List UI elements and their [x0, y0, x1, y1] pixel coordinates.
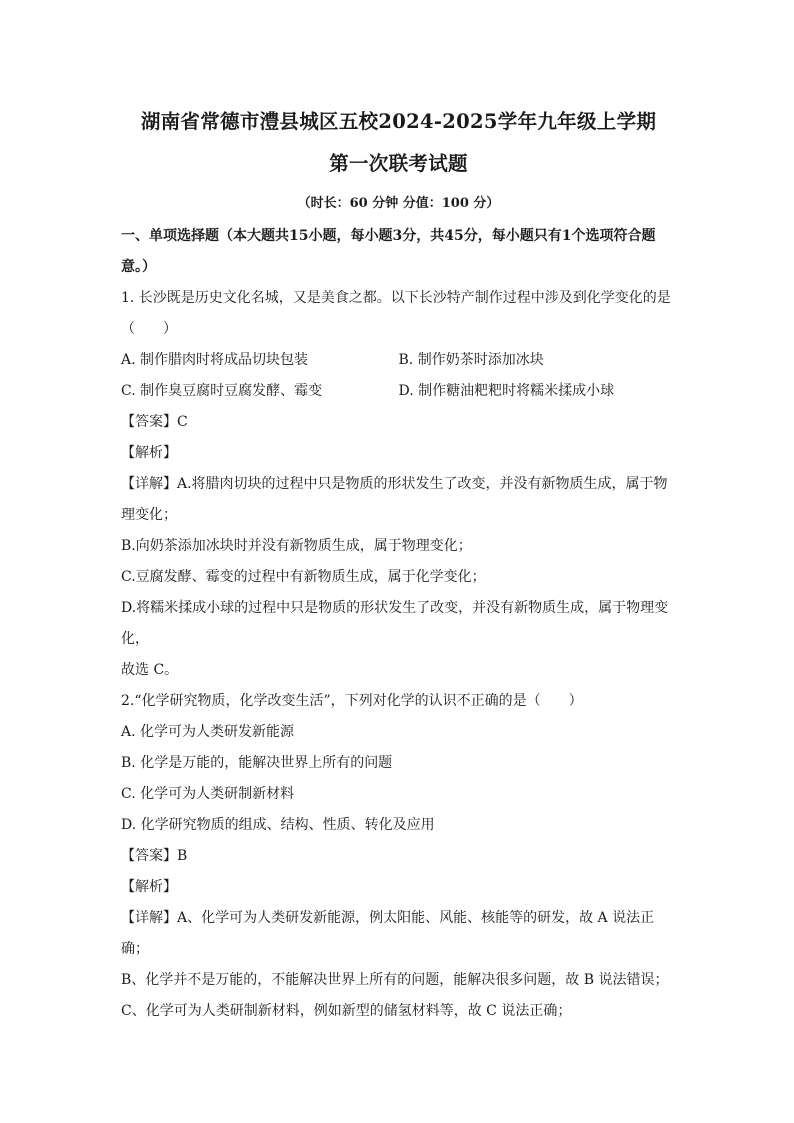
q1-answer: 【答案】C: [121, 414, 188, 430]
q1-conclusion: 故选 C。: [121, 662, 179, 678]
q2-option-a: A. 化学可为人类研发新能源: [121, 724, 295, 740]
q1-detail-d-line-2: 化，: [121, 631, 149, 647]
q2-option-b: B. 化学是万能的，能解决世界上所有的问题: [121, 755, 393, 771]
q2-option-d: D. 化学研究物质的组成、结构、性质、转化及应用: [121, 817, 435, 833]
q1-option-a: A. 制作腊肉时将成品切块包装: [121, 352, 309, 368]
q1-detail-line-2: 理变化；: [121, 507, 177, 523]
title-line-1: 湖南省常德市澧县城区五校2024-2025学年九年级上学期: [140, 110, 657, 133]
q1-option-b: B. 制作奶茶时添加冰块: [398, 352, 544, 368]
title-line-2: 第一次联考试题: [329, 152, 468, 175]
q1-detail-c: C.豆腐发酵、霉变的过程中有新物质生成，属于化学变化；: [121, 569, 486, 585]
q2-detail-c: C、化学可为人类研制新材料，例如新型的储氢材料等，故 C 说法正确；: [121, 1003, 572, 1019]
q2-option-c: C. 化学可为人类研制新材料: [121, 786, 295, 802]
q1-stem-line-1: 1. 长沙既是历史文化名城，又是美食之都。以下长沙特产制作过程中涉及到化学变化的是: [121, 290, 671, 306]
q1-option-d: D. 制作糖油粑粑时将糯米揉成小球: [398, 383, 615, 399]
q2-detail-b: B、化学并不是万能的，不能解决世界上所有的问题，能解决很多问题，故 B 说法错误；: [121, 972, 669, 988]
q1-option-c: C. 制作臭豆腐时豆腐发酵、霉变: [121, 383, 323, 399]
section-heading: [121, 221, 676, 283]
q2-stem: 2.“化学研究物质，化学改变生活”，下列对化学的认识不正确的是（ ）: [121, 693, 583, 709]
section-heading-line-1: 一、单项选择题（本大题共15小题，每小题3分，共45分，每小题只有1个选项符合题: [121, 228, 656, 244]
q1-detail-line-1: 【详解】A.将腊肉切块的过程中只是物质的形状发生了改变，并没有新物质生成，属于物: [121, 476, 668, 492]
q1-analysis-label: 【解析】: [121, 445, 177, 461]
q1-options-row-1: [121, 345, 676, 376]
q2-analysis-label: 【解析】: [121, 879, 177, 895]
q2-detail-line-2: 确；: [121, 941, 149, 957]
q1-detail-d-line-1: D.将糯米揉成小球的过程中只是物质的形状发生了改变，并没有新物质生成，属于物理变: [121, 600, 669, 616]
q2-detail-line-1: 【详解】A、化学可为人类研发新能源，例太阳能、风能、核能等的研发，故 A 说法正: [121, 910, 655, 926]
question-2: [121, 686, 676, 1027]
q2-answer: 【答案】B: [121, 848, 188, 864]
q1-detail-b: B.向奶茶添加冰块时并没有新物质生成，属于物理变化；: [121, 538, 472, 554]
section-heading-line-2: 意。）: [121, 259, 156, 275]
q1-options-row-2: [121, 376, 676, 407]
question-1: [121, 283, 676, 686]
q1-stem-line-2: （ ）: [121, 321, 177, 337]
exam-meta: （时长：60 分钟 分值：100 分）: [297, 196, 500, 211]
